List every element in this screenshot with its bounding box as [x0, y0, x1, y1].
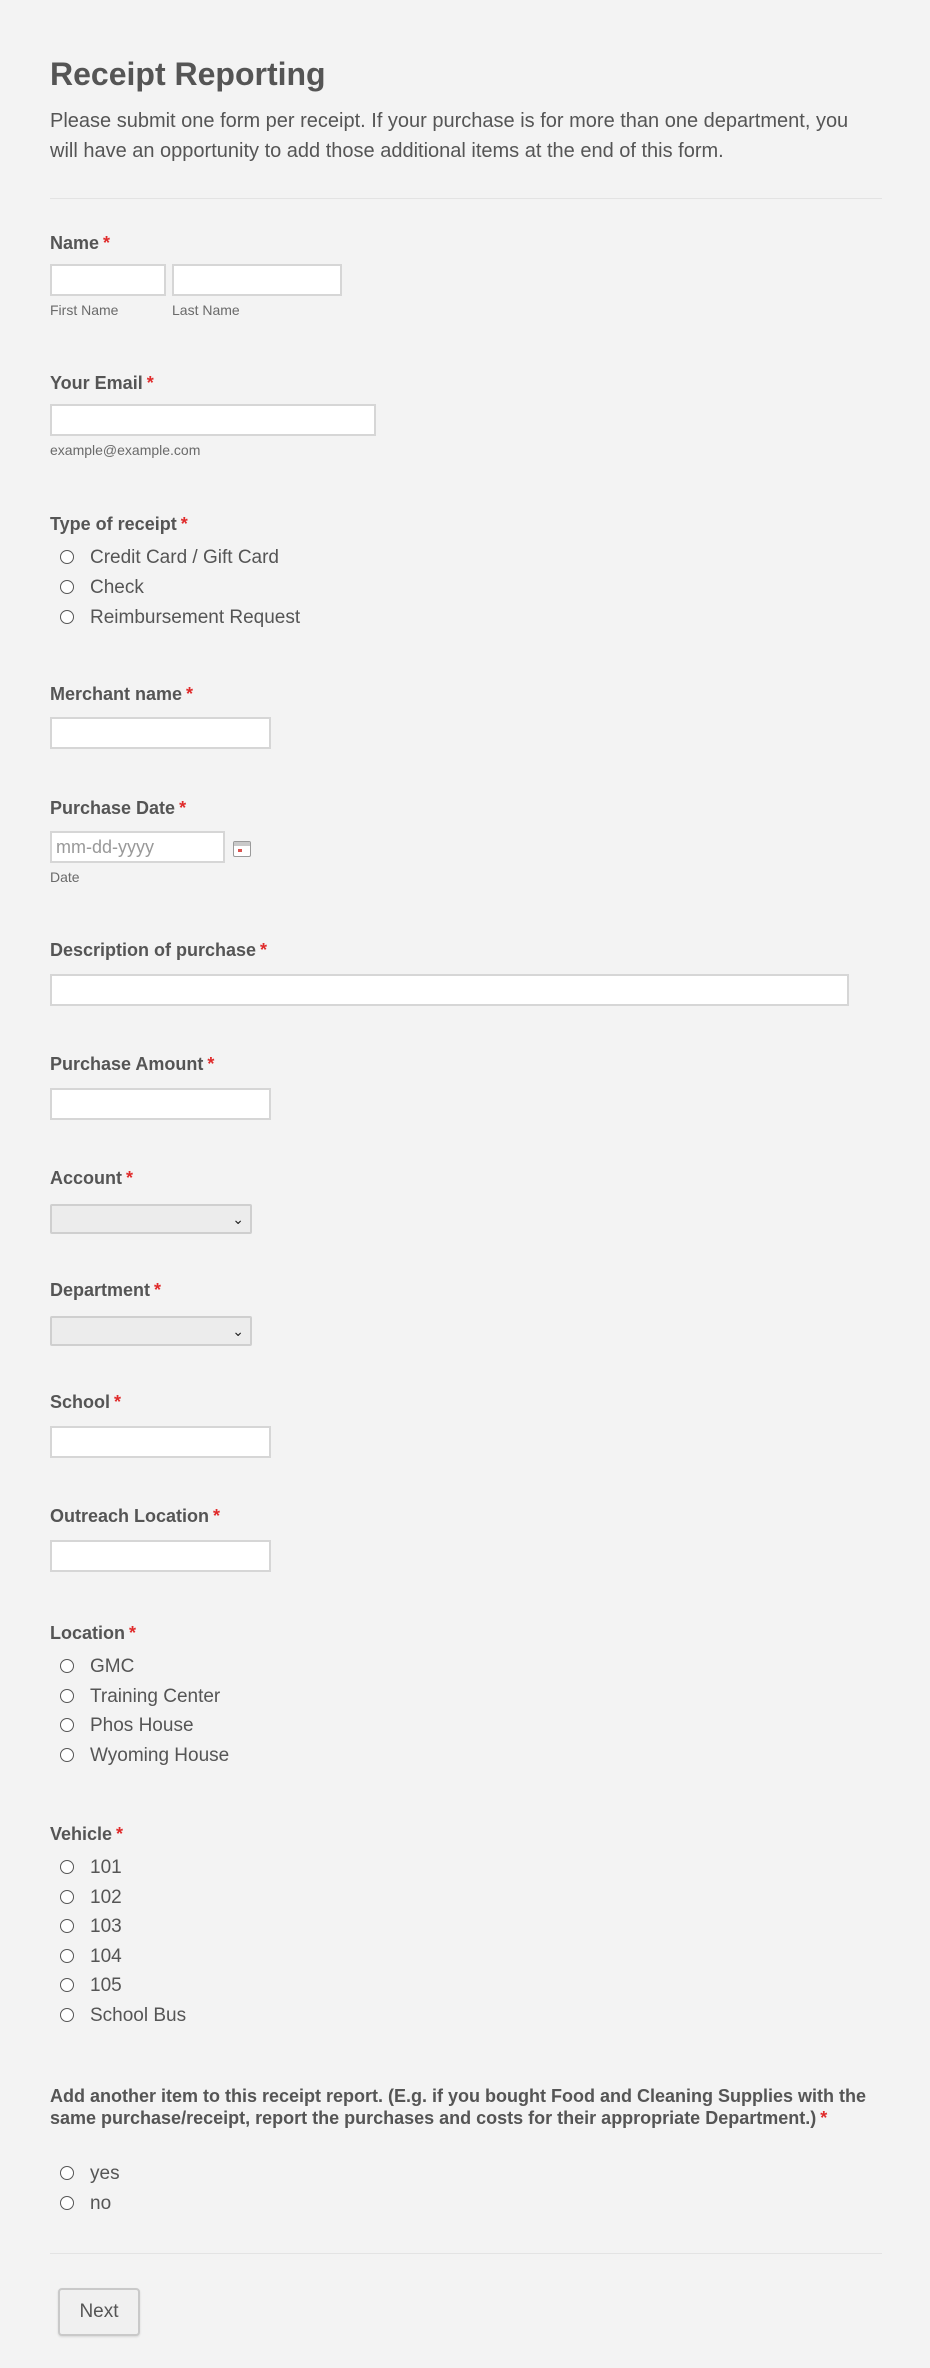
- merchant-question: [50, 683, 890, 755]
- amount-label: Purchase Amount *: [50, 1054, 215, 1074]
- receipt-type-question: Type of receipt * Credit Card / Gift Card Check Reimbursement Request: [50, 513, 890, 633]
- radio-button[interactable]: [60, 2166, 74, 2180]
- department-select[interactable]: [50, 1316, 252, 1346]
- date-sublabel: Date: [50, 869, 80, 885]
- required-marker: *: [213, 1506, 221, 1526]
- required-marker: *: [126, 1168, 134, 1188]
- name-question: [50, 232, 890, 322]
- last-name-sublabel: Last Name: [172, 302, 240, 318]
- radio-button[interactable]: [60, 1748, 74, 1762]
- account-select[interactable]: [50, 1204, 252, 1234]
- required-marker: *: [186, 684, 194, 704]
- header-divider: [50, 198, 882, 199]
- location-label: Location *: [50, 1623, 137, 1643]
- required-marker: *: [179, 798, 187, 818]
- required-marker: *: [820, 2108, 828, 2128]
- description-input[interactable]: [50, 974, 849, 1006]
- required-marker: *: [180, 514, 188, 534]
- radio-button[interactable]: [60, 580, 74, 594]
- outreach-label: Outreach Location *: [50, 1506, 221, 1526]
- merchant-input[interactable]: [50, 717, 271, 749]
- footer-divider: [50, 2253, 882, 2254]
- radio-button[interactable]: [60, 1689, 74, 1703]
- radio-button[interactable]: [60, 610, 74, 624]
- amount-question: [50, 1053, 890, 1125]
- account-label: Account *: [50, 1168, 134, 1188]
- purchase-date-label: Purchase Date *: [50, 798, 187, 818]
- school-input[interactable]: [50, 1426, 271, 1458]
- chevron-down-icon: ⌄: [232, 1323, 244, 1339]
- school-question: [50, 1391, 890, 1463]
- merchant-label: Merchant name *: [50, 684, 194, 704]
- form-header: [50, 54, 880, 166]
- email-label: Your Email *: [50, 373, 154, 393]
- required-marker: *: [103, 233, 111, 253]
- required-marker: *: [260, 940, 268, 960]
- radio-button[interactable]: [60, 1919, 74, 1933]
- radio-button[interactable]: [60, 2196, 74, 2210]
- radio-button[interactable]: [60, 2008, 74, 2022]
- description-question: [50, 939, 890, 1011]
- radio-button[interactable]: [60, 1860, 74, 1874]
- add-another-label: Add another item to this receipt report. (E.g. if you bought Food and Cleaning Supplies with the same purchase/receipt, report the purchases and costs for their appropriate Department.) *: [50, 2086, 867, 2128]
- department-question: [50, 1279, 890, 1351]
- amount-input[interactable]: [50, 1088, 271, 1120]
- outreach-input[interactable]: [50, 1540, 271, 1572]
- radio-button[interactable]: [60, 1890, 74, 1904]
- required-marker: *: [146, 373, 154, 393]
- receipt-type-label: Type of receipt *: [50, 514, 188, 534]
- department-label: Department *: [50, 1280, 162, 1300]
- radio-button[interactable]: [60, 1659, 74, 1673]
- calendar-icon[interactable]: [233, 841, 251, 857]
- next-button[interactable]: Next: [58, 2288, 140, 2336]
- date-placeholder: mm-dd-yyyy: [56, 837, 154, 857]
- chevron-down-icon: ⌄: [232, 1211, 244, 1227]
- required-marker: *: [207, 1054, 215, 1074]
- required-marker: *: [116, 1824, 124, 1844]
- first-name-sublabel: First Name: [50, 302, 119, 318]
- radio-button[interactable]: [60, 1949, 74, 1963]
- required-marker: *: [114, 1392, 122, 1412]
- outreach-question: [50, 1505, 890, 1577]
- vehicle-question: Vehicle * 101 102 103 104 105 School Bus: [50, 1823, 890, 2033]
- description-label: Description of purchase *: [50, 940, 268, 960]
- first-name-input[interactable]: [50, 264, 166, 296]
- account-question: [50, 1167, 890, 1239]
- purchase-date-question: [50, 797, 890, 887]
- required-marker: *: [129, 1623, 137, 1643]
- last-name-input[interactable]: [172, 264, 342, 296]
- radio-button[interactable]: [60, 550, 74, 564]
- email-question: [50, 372, 890, 462]
- date-input[interactable]: [50, 831, 225, 863]
- location-question: Location * GMC Training Center Phos House Wyoming House: [50, 1622, 890, 1772]
- page-title: Receipt Reporting: [50, 56, 326, 92]
- required-marker: *: [154, 1280, 162, 1300]
- radio-button[interactable]: [60, 1978, 74, 1992]
- vehicle-label: Vehicle *: [50, 1824, 124, 1844]
- add-another-question: Add another item to this receipt report. (E.g. if you bought Food and Cleaning Supplies with the same purchase/receipt, report the purchases and costs for their appropriate Department.) * yes no: [50, 2085, 890, 2215]
- radio-button[interactable]: [60, 1718, 74, 1732]
- email-sublabel: example@example.com: [50, 442, 201, 458]
- page-subtitle: Please submit one form per receipt. If your purchase is for more than one department, you will have an opportunity to add those additional items at the end of this form.: [50, 110, 849, 162]
- school-label: School *: [50, 1392, 122, 1412]
- email-field[interactable]: [50, 404, 376, 436]
- name-label: Name *: [50, 233, 111, 253]
